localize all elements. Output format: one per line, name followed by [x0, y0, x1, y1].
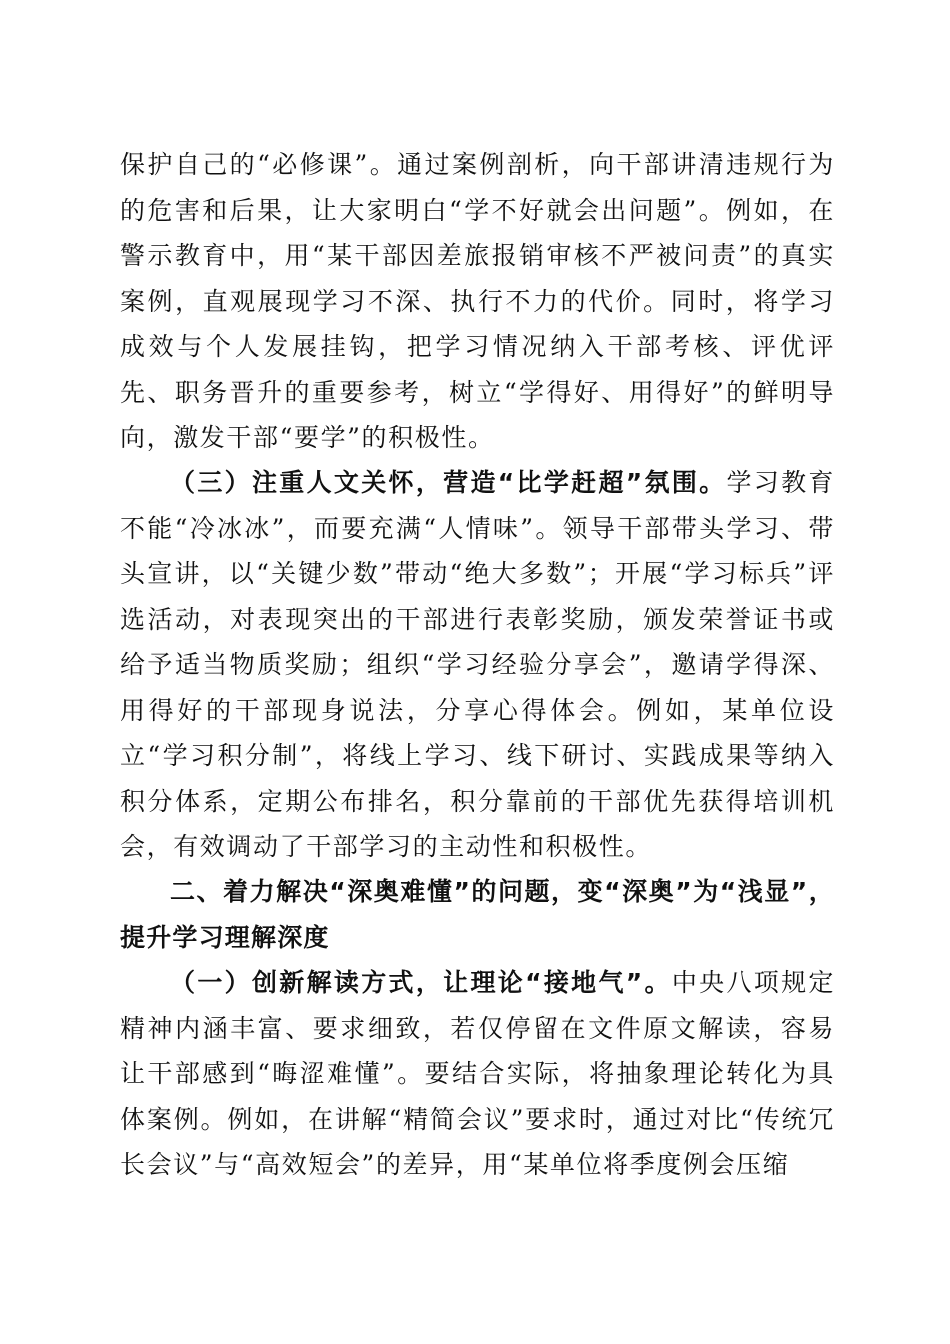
body-paragraph-2 [120, 460, 835, 870]
section-heading-2: 二、着力解决“深奥难懂”的问题，变“深奥”为“浅显”，提升学习理解深度 [120, 877, 835, 952]
section-subtitle-1: （一）创新解读方式，让理论“接地气”。 [170, 968, 672, 997]
paragraph-text: 中央八项规定精神内涵丰富、要求细致，若仅停留在文件原文解读，容易让干部感到“晦涩难懂”。要结合实际，将抽象理论转化为具体案例。例如，在讲解“精简会议”要求时，通过对比“传统冗长会议”与“高效短会”的差异，用“某单位将季度例会压缩 [120, 968, 835, 1179]
paragraph-text: 保护自己的“必修课”。通过案例剖析，向干部讲清违规行为的危害和后果，让大家明白“学不好就会出问题”。例如，在警示教育中，用“某干部因差旅报销审核不严被问责”的真实案例，直观展现学习不深、执行不力的代价。同时，将学习成效与个人发展挂钩，把学习情况纳入干部考核、评优评先、职务晋升的重要参考，树立“学得好、用得好”的鲜明导向，激发干部“要学”的积极性。 [120, 150, 835, 452]
body-paragraph-3 [120, 960, 835, 1188]
body-paragraph-1 [120, 142, 835, 461]
paragraph-text: 学习教育不能“冷冰冰”，而要充满“人情味”。领导干部带头学习、带头宣讲，以“关键少数”带动“绝大多数”；开展“学习标兵”评选活动，对表现突出的干部进行表彰奖励，颁发荣誉证书或给予适当物质奖励；组织“学习经验分享会”，邀请学得深、用得好的干部现身说法，分享心得体会。例如，某单位设立“学习积分制”，将线上学习、线下研讨、实践成果等纳入积分体系，定期公布排名，积分靠前的干部优先获得培训机会，有效调动了干部学习的主动性和积极性。 [120, 468, 835, 861]
section-subtitle-3: （三）注重人文关怀，营造“比学赶超”氛围。 [170, 468, 727, 497]
